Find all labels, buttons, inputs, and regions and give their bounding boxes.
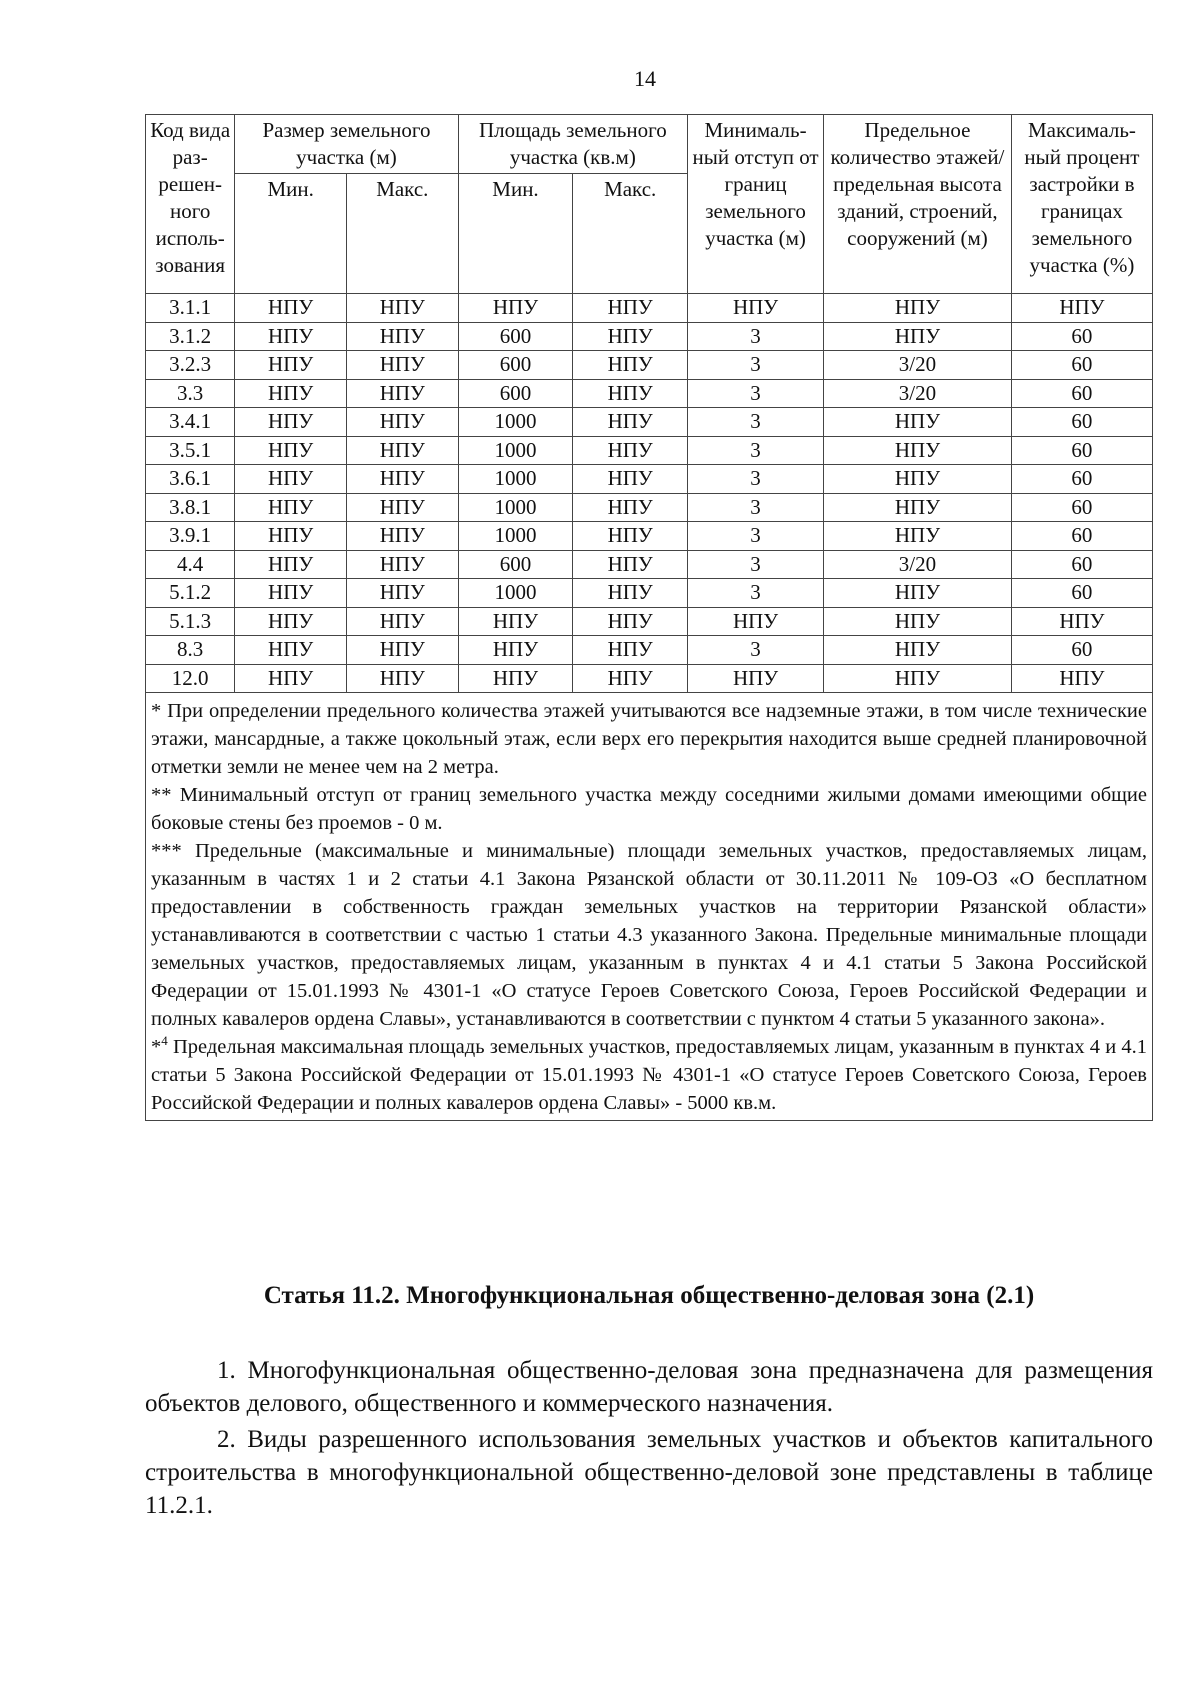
table-row bbox=[146, 465, 1153, 494]
table-cell: 4.4 bbox=[146, 550, 235, 579]
table-cell: 1000 bbox=[458, 465, 573, 494]
table-cell: 3/20 bbox=[824, 379, 1012, 408]
table-cell: НПУ bbox=[235, 607, 347, 636]
table-cell: НПУ bbox=[458, 294, 573, 323]
table-body bbox=[146, 294, 1153, 693]
table-cell: 60 bbox=[1011, 322, 1152, 351]
table-cell: 3.4.1 bbox=[146, 408, 235, 437]
table-cell: 60 bbox=[1011, 522, 1152, 551]
table-cell: НПУ bbox=[346, 465, 458, 494]
table-cell: 60 bbox=[1011, 379, 1152, 408]
table-row bbox=[146, 579, 1153, 608]
table-cell: 3.1.1 bbox=[146, 294, 235, 323]
table-row bbox=[146, 294, 1153, 323]
table-cell: 1000 bbox=[458, 408, 573, 437]
table-cell: НПУ bbox=[688, 607, 824, 636]
table-cell: 3.3 bbox=[146, 379, 235, 408]
table-row bbox=[146, 664, 1153, 693]
table-cell: НПУ bbox=[573, 322, 688, 351]
header-setback: Минималь-ный отступ от границ земельного участка (м) bbox=[688, 115, 824, 294]
table-cell: НПУ bbox=[573, 351, 688, 380]
table-cell: НПУ bbox=[573, 550, 688, 579]
table-cell: 3 bbox=[688, 351, 824, 380]
table-cell: НПУ bbox=[346, 664, 458, 693]
table-cell: 60 bbox=[1011, 408, 1152, 437]
table-cell: 3.6.1 bbox=[146, 465, 235, 494]
table-cell: НПУ bbox=[573, 465, 688, 494]
header-size-max: Макс. bbox=[346, 174, 458, 294]
table-cell: 1000 bbox=[458, 579, 573, 608]
table-cell: НПУ bbox=[235, 379, 347, 408]
table-cell: 12.0 bbox=[146, 664, 235, 693]
table-cell: 60 bbox=[1011, 351, 1152, 380]
table-cell: НПУ bbox=[1011, 294, 1152, 323]
table-cell: НПУ bbox=[346, 436, 458, 465]
note-4-superscript: 4 bbox=[161, 1033, 168, 1049]
table-cell: НПУ bbox=[458, 607, 573, 636]
table-cell: 60 bbox=[1011, 579, 1152, 608]
table-header bbox=[146, 115, 1153, 294]
table-cell: НПУ bbox=[346, 636, 458, 665]
table-cell: НПУ bbox=[573, 579, 688, 608]
table-cell: НПУ bbox=[235, 664, 347, 693]
note-2: ** Минимальный отступ от границ земельного участка между соседними жилыми домами имеющими общие боковые стены без проемов - 0 м. bbox=[151, 784, 1147, 834]
table-cell: 600 bbox=[458, 322, 573, 351]
table-row bbox=[146, 408, 1153, 437]
table-cell: НПУ bbox=[1011, 607, 1152, 636]
page-number: 14 bbox=[634, 66, 656, 91]
table-cell: 600 bbox=[458, 351, 573, 380]
table-cell: НПУ bbox=[346, 607, 458, 636]
table-cell: 3.8.1 bbox=[146, 493, 235, 522]
table-cell: 3 bbox=[688, 465, 824, 494]
table-cell: НПУ bbox=[235, 436, 347, 465]
table-cell: 3 bbox=[688, 579, 824, 608]
table-cell: НПУ bbox=[824, 294, 1012, 323]
table-cell: 3 bbox=[688, 322, 824, 351]
table-cell: 3.1.2 bbox=[146, 322, 235, 351]
table-cell: НПУ bbox=[235, 493, 347, 522]
table-cell: НПУ bbox=[458, 636, 573, 665]
note-3: *** Предельные (максимальные и минимальные) площади земельных участков, предоставляемых лицам, указанным в частях 1 и 2 статьи 4.1 Закона Рязанской области от 30.11.2011 № 109-ОЗ «О бесплатном предоставлении в собственность граждан земельных участков на территории Рязанской области» устанавливаются в соответствии с частью 1 статьи 4.3 указанного Закона. Предельные минимальные площади земельных участков, предоставляемых лицам, указанным в пунктах 4 и 4.1 статьи 5 Закона Российской Федерации от 15.01.1993 № 4301-1 «О статусе Героев Советского Союза, Героев Российской Федерации и полных кавалеров ордена Славы», устанавливаются в соответствии с пунктом 4 статьи 5 указанного закона». bbox=[151, 840, 1147, 1030]
table-cell: НПУ bbox=[573, 294, 688, 323]
table-cell: НПУ bbox=[235, 408, 347, 437]
zoning-parameters-table bbox=[145, 114, 1153, 1121]
header-floors: Предельное количество этажей/ предельная высота зданий, строений, сооружений (м) bbox=[824, 115, 1012, 294]
table-cell: 3 bbox=[688, 436, 824, 465]
table-row bbox=[146, 636, 1153, 665]
table-cell: НПУ bbox=[573, 436, 688, 465]
table-cell: 60 bbox=[1011, 493, 1152, 522]
table-row bbox=[146, 550, 1153, 579]
table-cell: НПУ bbox=[824, 522, 1012, 551]
table-cell: 60 bbox=[1011, 550, 1152, 579]
table-cell: 60 bbox=[1011, 436, 1152, 465]
table-cell: НПУ bbox=[235, 351, 347, 380]
header-size-group: Размер земельного участка (м) bbox=[235, 115, 458, 174]
table-cell: 5.1.3 bbox=[146, 607, 235, 636]
table-cell: НПУ bbox=[458, 664, 573, 693]
table-cell: 5.1.2 bbox=[146, 579, 235, 608]
table-cell: НПУ bbox=[235, 322, 347, 351]
table-cell: НПУ bbox=[824, 607, 1012, 636]
table-cell: НПУ bbox=[688, 294, 824, 323]
table-cell: НПУ bbox=[573, 379, 688, 408]
header-area-group: Площадь земельного участка (кв.м) bbox=[458, 115, 687, 174]
paragraph-2: 2. Виды разрешенного использования земельных участков и объектов капитального строительства в многофункциональной общественно-деловой зоне представлены в таблице 11.2.1. bbox=[145, 1426, 1153, 1519]
table-cell: НПУ bbox=[824, 465, 1012, 494]
table-cell: 3 bbox=[688, 379, 824, 408]
table-cell: НПУ bbox=[573, 493, 688, 522]
table-cell: 60 bbox=[1011, 636, 1152, 665]
table-cell: НПУ bbox=[346, 294, 458, 323]
table-cell: НПУ bbox=[824, 579, 1012, 608]
header-coverage: Максималь-ный процент застройки в границах земельного участка (%) bbox=[1011, 115, 1152, 294]
table-cell: 60 bbox=[1011, 465, 1152, 494]
table-cell: 3 bbox=[688, 636, 824, 665]
table-row bbox=[146, 322, 1153, 351]
table-cell: НПУ bbox=[346, 522, 458, 551]
table-cell: НПУ bbox=[688, 664, 824, 693]
table-cell: НПУ bbox=[346, 408, 458, 437]
table-cell: НПУ bbox=[235, 294, 347, 323]
table-cell: 3 bbox=[688, 493, 824, 522]
note-1: * При определении предельного количества этажей учитываются все надземные этажи, в том числе технические этажи, мансардные, а также цокольный этаж, если верх его перекрытия находится выше средней планировочной отметки земли не менее чем на 2 метра. bbox=[151, 700, 1147, 778]
table-cell: НПУ bbox=[573, 636, 688, 665]
table-cell: 3.9.1 bbox=[146, 522, 235, 551]
table-cell: 3.2.3 bbox=[146, 351, 235, 380]
table-cell: 3/20 bbox=[824, 550, 1012, 579]
table-cell: НПУ bbox=[346, 351, 458, 380]
table-cell: НПУ bbox=[346, 550, 458, 579]
table-cell: НПУ bbox=[346, 579, 458, 608]
table-cell: 3/20 bbox=[824, 351, 1012, 380]
table-cell: НПУ bbox=[235, 465, 347, 494]
table-cell: 1000 bbox=[458, 522, 573, 551]
table-cell: НПУ bbox=[824, 436, 1012, 465]
table-row bbox=[146, 379, 1153, 408]
table-row bbox=[146, 351, 1153, 380]
table-cell: НПУ bbox=[824, 636, 1012, 665]
table-cell: НПУ bbox=[824, 322, 1012, 351]
table-cell: 3 bbox=[688, 408, 824, 437]
table-cell: 3 bbox=[688, 522, 824, 551]
header-area-min: Мин. bbox=[458, 174, 573, 294]
table-cell: НПУ bbox=[573, 522, 688, 551]
table-cell: НПУ bbox=[824, 664, 1012, 693]
table-cell: НПУ bbox=[573, 664, 688, 693]
table-cell: НПУ bbox=[235, 579, 347, 608]
table-cell: 3 bbox=[688, 550, 824, 579]
table-cell: НПУ bbox=[824, 493, 1012, 522]
table-notes bbox=[146, 693, 1153, 1121]
header-code: Код вида раз-решен-ного исполь-зования bbox=[146, 115, 235, 294]
table-cell: 8.3 bbox=[146, 636, 235, 665]
table-cell: НПУ bbox=[235, 550, 347, 579]
table-row bbox=[146, 607, 1153, 636]
table-row bbox=[146, 436, 1153, 465]
table-cell: 1000 bbox=[458, 493, 573, 522]
table-cell: 600 bbox=[458, 379, 573, 408]
note-4 bbox=[151, 1033, 1147, 1117]
table-cell: НПУ bbox=[573, 607, 688, 636]
header-size-min: Мин. bbox=[235, 174, 347, 294]
table-cell: НПУ bbox=[346, 322, 458, 351]
header-area-max: Макс. bbox=[573, 174, 688, 294]
table-cell: 1000 bbox=[458, 436, 573, 465]
note-4-marker: * bbox=[151, 1036, 162, 1058]
table-cell: НПУ bbox=[346, 493, 458, 522]
table-cell: НПУ bbox=[824, 408, 1012, 437]
table-cell: НПУ bbox=[1011, 664, 1152, 693]
table-cell: 600 bbox=[458, 550, 573, 579]
table-row bbox=[146, 493, 1153, 522]
table-row bbox=[146, 522, 1153, 551]
table-cell: НПУ bbox=[346, 379, 458, 408]
table-cell: 3.5.1 bbox=[146, 436, 235, 465]
paragraph-1: 1. Многофункциональная общественно-деловая зона предназначена для размещения объектов делового, общественного и коммерческого назначения. bbox=[145, 1357, 1153, 1417]
table-cell: НПУ bbox=[235, 522, 347, 551]
note-4-text: Предельная максимальная площадь земельных участков, предоставляемых лицам, указанным в пунктах 4 и 4.1 статьи 5 Закона Российской Федерации от 15.01.1993 № 4301-1 «О статусе Героев Советского Союза, Героев Российской Федерации и полных кавалеров ордена Славы» - 5000 кв.м. bbox=[151, 1036, 1147, 1114]
table-cell: НПУ bbox=[235, 636, 347, 665]
table-cell: НПУ bbox=[573, 408, 688, 437]
article-title: Статья 11.2. Многофункциональная общественно-деловая зона (2.1) bbox=[263, 1282, 1035, 1309]
